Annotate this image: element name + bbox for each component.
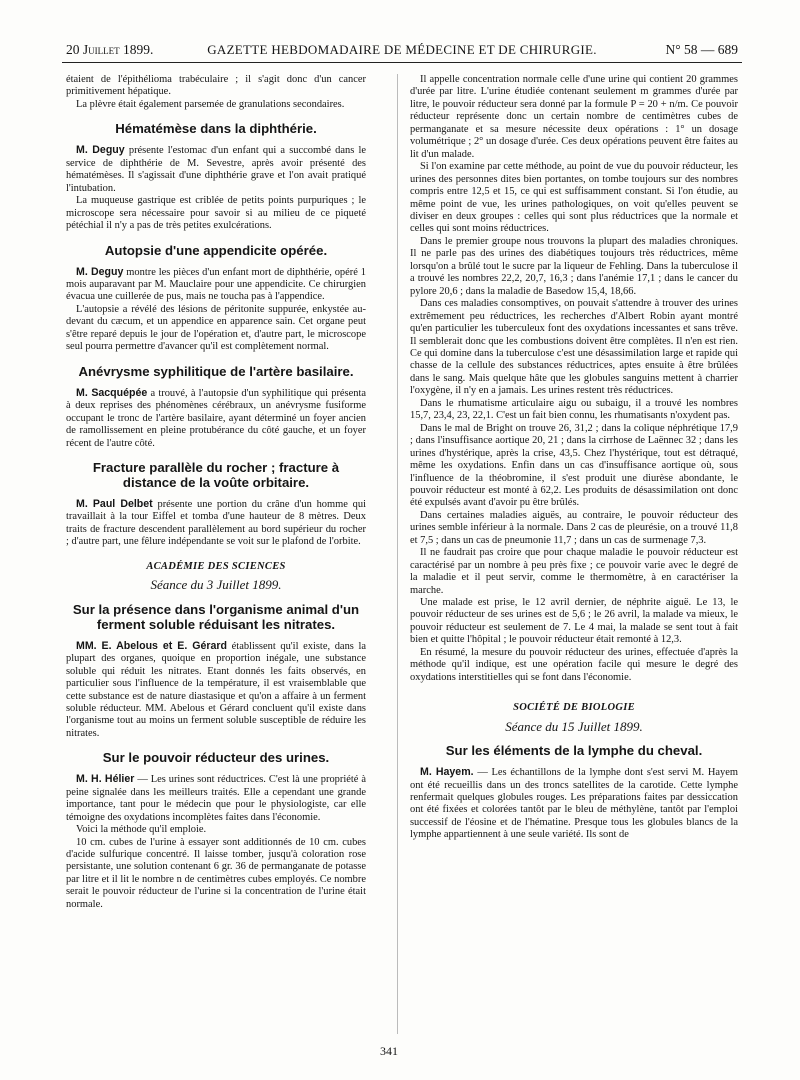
paragraph: Dans le mal de Bright on trouve 26, 31,2 ; dans la colique néphrétique 17,9 ; dans l'insuffisance aortique 20, 21 ; dans la cirrhose de Laënnec 32 ; dans les urines d'hystérique, après la crise, 43,5. Chez l'hystérique, tout est détraqué, même les oxydations. Enfin dans un cas d'insuffisance aortique où, sous l'influence de la théobromine, il s'est produit une diurèse abondante, le pouvoir réducteur est monté à 62,2. Les produits de désassimilation ont donc été expulsés avant d'avoir pu être brûlés. [410,422,738,509]
author-name: M. Paul Delbet [76,497,153,510]
section-title: Sur la présence dans l'organisme animal d'un ferment soluble réduisant les nitrates. [72,601,360,632]
paragraph: Il ne faudrait pas croire que pour chaque maladie le pouvoir réducteur est caractérisé par un nombre à peu près fixe ; ce pouvoir varie avec le degré de la maladie et il peut servir, comme le thermomètre, à en caractériser la marche. [410,547,738,596]
paragraph: étaient de l'épithélioma trabéculaire ; il s'agit donc d'un cancer primitivement hépatique. [66,74,366,98]
author-name: M. Hayem. [420,766,474,779]
paragraph [410,766,738,842]
left-column [66,74,366,911]
paragraph: Dans ces maladies consomptives, on pouvait s'attendre à trouver des urines extrêmement peu réductrices, les recherches d'Albert Robin ayant montré qu'en particulier les tuberculeux font des oxydations incessantes et sans trêve. Il semblerait donc que les combustions doivent être complètes. Il n'en est rien. Ce qui domine dans la tuberculose c'est une désassimilation large et rapide qui chasse de la cellule des substances réductrices, aptes ensuite à être brûlées dans le sang. Mais quelque hâte que les globules sanguins mettent à charrier l'oxygène, il n'y en a jamais. Les urines restent très réductrices. [410,298,738,397]
author-name: MM. E. Abelous et E. Gérard [76,639,228,652]
paragraph: Dans certaines maladies aiguës, au contraire, le pouvoir réducteur des urines semble inférieur à la normale. Dans 2 cas de pleurésie, on a trouvé 11,8 et 7,5 ; dans un cas de pneumonie 11,7 ; dans un cas de surmenage 7,3. [410,509,738,546]
paragraph: En résumé, la mesure du pouvoir réducteur des urines, effectuée d'après la méthode qu'il indique, est une opération facile qui mesure le degré des oxydations interstitielles qui se font dans l'économie. [410,646,738,683]
paragraph-text: — Les urines sont réductrices. C'est là une propriété à peine signalée dans les meilleurs traités. Elle a cependant une grande importance, tant pour le médecin que pour le physiologiste, car elle témoigne des oxydations incomplètes faites dans l'économie. [66,774,366,823]
paragraph: Dans le rhumatisme articulaire aigu ou subaigu, il a trouvé les nombres 15,7, 23,4, 23, 22,1. C'est un fait bien connu, les rhumatisants n'oxydent pas. [410,397,738,422]
header-date: 20 Juillet 1899. [66,42,154,57]
right-column [410,74,738,842]
paragraph [66,144,366,195]
section-title: Autopsie d'une appendicite opérée. [104,242,328,258]
paragraph: La plèvre était également parsemée de granulations secondaires. [76,98,345,110]
issue-page-number: N° 58 — 689 [665,42,738,57]
paragraph [66,387,366,450]
header-rule [62,62,742,63]
column-divider [397,74,398,1034]
paragraph: 10 cm. cubes de l'urine à essayer sont additionnés de 10 cm. cubes d'acide sulfurique concentré. Il laisse tomber, jusqu'à coloration rose persistante, une solution contenant 6 gr. 36 de permanganate de potasse par litre et il lit le nombre n de centimètres cubes employés. Ce nombre serait le pouvoir réducteur de l'urine si la concentration de l'urine était normale. [66,836,366,910]
paragraph: Dans le premier groupe nous trouvons la plupart des maladies chroniques. Il ne parle pas des urines des diabétiques toujours très réductrices, même lorsqu'on a brûlé tout le sucre par la liqueur de Fehling. Dans la tuberculose il a trouvé les nombres 22,2, 20,7, 16,3 ; dans l'anémie 17,1 ; dans le cancer du pylore 20,6 ; dans la maladie de Basedow 15,4, 18,66. [410,235,738,297]
paragraph [66,266,366,304]
paragraph-text: présente une portion du crâne d'un homme qui travaillait à la tour Eiffel et tomba d'une hauteur de 8 mètres. Deux traits de fracture descendent parallèlement au bord supérieur du rocher ; d'autre part, une fêlure indépendante se voit sur le plafond de l'orbite. [66,498,366,548]
paragraph-text: montre les pièces d'un enfant mort de diphthérie, opéré 1 mois auparavant par M. Mauclaire pour une appendicite. Ce chirurgien évacua une cuillerée de pus, mais ne toucha pas à l'appendice. [66,266,366,303]
society-heading: ACADÉMIE DES SCIENCES [146,560,286,572]
paragraph: L'autopsie a révélé des lésions de péritonite suppurée, enkystée au-devant du cæcum, et un appendice en apparence sain. Cet organe peut s'être reparé depuis le jour de l'opération et, d'autre part, le microscope seul pourra permettre d'avancer qu'il est complètement normal. [66,303,366,353]
author-name: M. Deguy [76,265,124,278]
author-name: M. Sacquépée [76,386,148,399]
paragraph: Une malade est prise, le 12 avril dernier, de néphrite aiguë. Le 13, le pouvoir réducteur de ses urines est de 5,6 ; le 26 avril, la malade va mieux, le pouvoir réducteur est seulement de 7. Le 4 mai, la malade se sent tout à fait bien et quitte l'hôpital ; le pouvoir réducteur était remonté à 12,3. [410,597,738,646]
session-date: Séance du 15 Juillet 1899. [505,718,643,734]
session-date: Séance du 3 Juillet 1899. [150,577,282,593]
paragraph-text: — Les échantillons de la lymphe dont s'est servi M. Hayem ont été recueillis dans un des troncs satellites de la carotide. Cette lymphe renfermait quelques globules rouges. Les préparations faites par dessiccation ont été fixées et colorées tantôt par le bleu de méthylène, tantôt par l'emploi successif de l'éosine et de l'hématine. Presque tous les globules blancs de la lymphe appartiennent à une seule variété. Ils sont de [410,767,739,841]
author-name: M. Deguy [76,144,125,157]
society-heading: SOCIÉTÉ DE BIOLOGIE [513,702,635,714]
paragraph: Si l'on examine par cette méthode, au point de vue du pouvoir réducteur, les urines des personnes dites bien portantes, on tombe toujours sur des nombres compris entre 12,5 et 15, ce qui est suffisamment constant. Si l'on étudie, au même point de vue, les urines pathologiques, on voit qu'elles peuvent se diviser en deux groupes : celles qui sont plus réductrices que la normale et celles qui sont moins réductrices. [410,161,738,235]
section-title: Anévrysme syphilitique de l'artère basilaire. [78,363,354,379]
paragraph [66,640,366,741]
paragraph [66,773,366,824]
paragraph [66,498,366,549]
paragraph: Il appelle concentration normale celle d'une urine qui contient 20 grammes d'urée par litre. L'urine étudiée contenant seulement m grammes d'urée par litre, le pouvoir réducteur sera donné par la formule P = 20 + n/m. Ce pouvoir réducteur représente donc un certain nombre de centimètres cubes de permanganate et sa mesure nécessite deux opérations : 1° un dosage volumétrique ; 2° un dosage d'urée. Ces deux opérations peuvent être faites au lit d'un malade. [410,74,738,160]
section-title: Sur les éléments de la lymphe du cheval. [445,743,703,759]
page-number: 341 [380,1044,398,1058]
paragraph-text: présente l'estomac d'un enfant qui a succombé dans le service de diphthérie de M. Sevestre, après avoir présenté des hématémèses. Il s'agissait d'une diphthérie grave et l'on avait pratiqué l'intubation. [66,145,366,194]
paragraph-text: a trouvé, à l'autopsie d'un syphilitique qui présenta à deux reprises des phénomènes cérébraux, un anévrysme fusiforme occupant le tronc de l'artère basilaire, ayant déterminé un foyer ancien de ramollissement en pleine protubérance du côté gauche, et un foyer récent de l'autre côté. [66,387,367,449]
section-title: Fracture parallèle du rocher ; fracture à distance de la voûte orbitaire. [92,459,340,490]
paragraph: Voici la méthode qu'il emploie. [76,824,207,836]
section-title: Sur le pouvoir réducteur des urines. [102,750,330,766]
journal-title: GAZETTE HEBDOMADAIRE DE MÉDECINE ET DE CHIRURGIE. [207,42,597,57]
paragraph: La muqueuse gastrique est criblée de petits points purpuriques ; le microscope sera nécessaire pour savoir si au milieu de ce piqueté pétéchial il n'y a pas de très petites exulcérations. [66,195,366,232]
running-header [66,38,738,62]
section-title: Hématémèse dans la diphthérie. [115,121,317,137]
paragraph-text: établissent qu'il existe, dans la plupart des organes, quoique en proportion inégale, une substance soluble qui réduit les nitrates. Etant donnés les faits observés, en particulier sous l'influence de la température, il est vraisemblable que cette substance est de nature diastasique et qu'on a affaire à un ferment soluble réducteur. MM. Abelous et Gérard concluent qu'il existe dans l'organisme tout au moins un ferment soluble susceptible de réduire les nitrates. [66,640,367,739]
author-name: M. H. Hélier [76,773,135,786]
